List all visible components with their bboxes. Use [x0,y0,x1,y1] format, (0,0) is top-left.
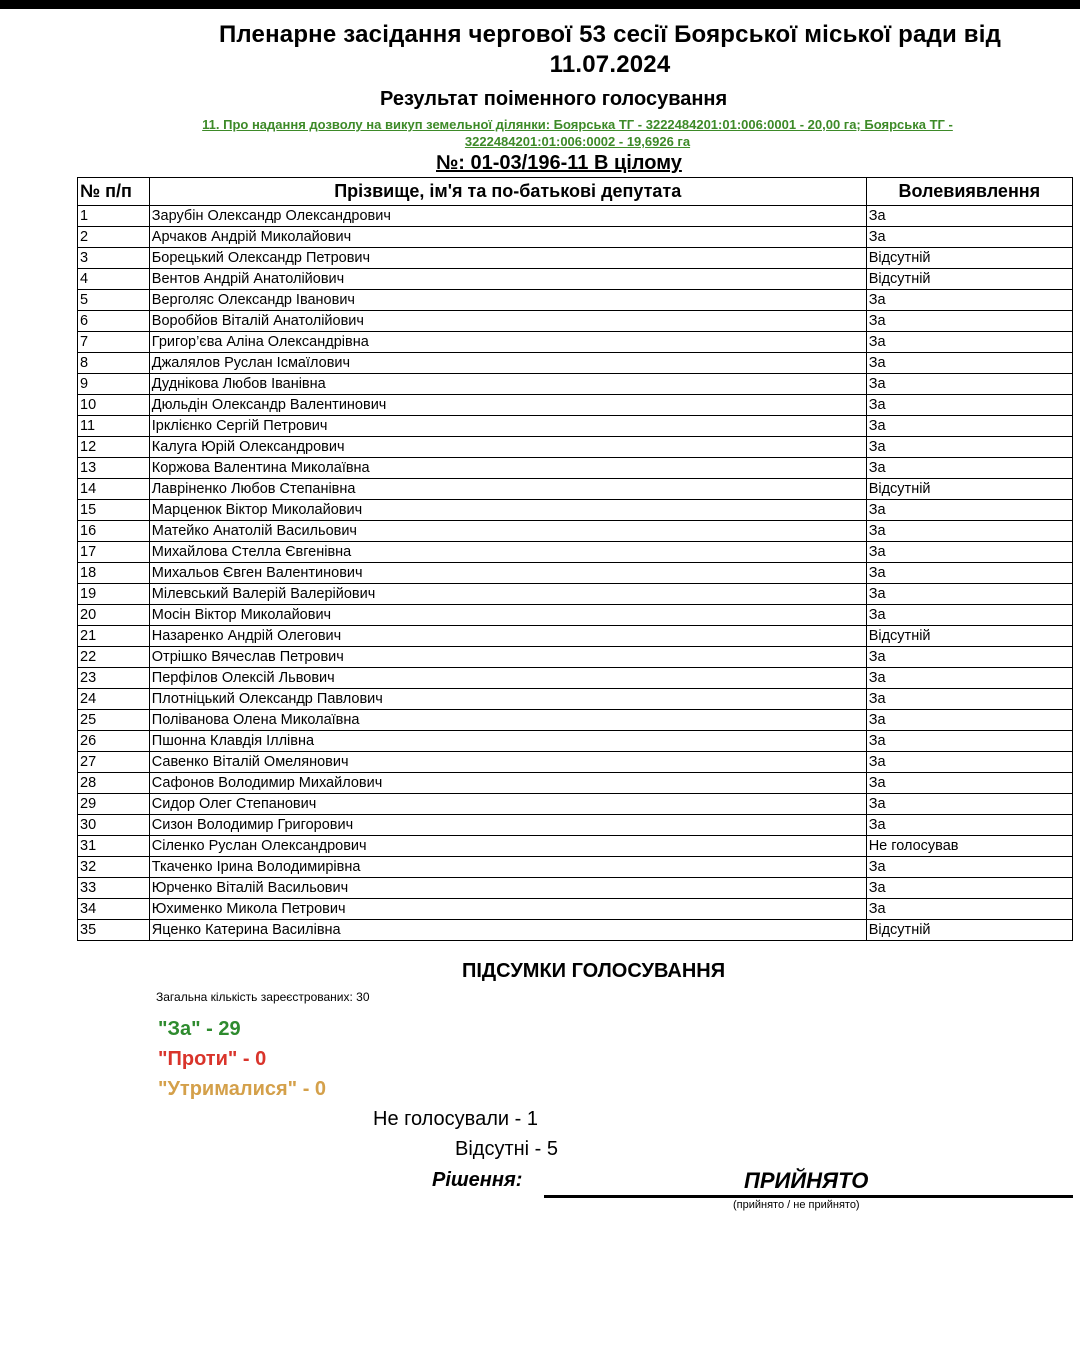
agenda-item-line-2: 3222484201:01:006:0002 - 19,6926 га [464,134,691,149]
deputy-name: Дюльдін Олександр Валентинович [149,395,866,416]
deputy-name: Джалялов Руслан Ісмаїлович [149,353,866,374]
row-number: 5 [78,290,150,311]
vote-value: За [866,206,1072,227]
column-header-name: Прізвище, ім'я та по-батькові депутата [149,178,866,206]
deputy-name: Григор’єва Аліна Олександрівна [149,332,866,353]
deputy-name: Зарубін Олександр Олександрович [149,206,866,227]
table-row [78,857,1073,878]
vote-value: Відсутній [866,626,1072,647]
agenda-item-link[interactable] [100,116,1055,150]
session-title: Пленарне засідання чергової 53 сесії Боярської міської ради від [218,21,1002,48]
deputy-name: Михайлова Стелла Євгенівна [149,542,866,563]
table-row [78,206,1073,227]
row-number: 8 [78,353,150,374]
vote-value: Відсутній [866,920,1072,941]
decision-underline [544,1195,1073,1198]
tally-against: "Проти" - 0 [158,1048,267,1070]
table-row [78,731,1073,752]
agenda-item-line-1: 11. Про надання дозволу на викуп земельної ділянки: Боярська ТГ - 3222484201:01:006:0001 - 20,00 га; Боярська ТГ - [202,117,953,132]
vote-result-heading: Результат поіменного голосування [380,88,728,110]
deputy-name: Калуга Юрій Олександрович [149,437,866,458]
table-row [78,647,1073,668]
vote-value: За [866,794,1072,815]
table-row [78,395,1073,416]
deputy-name: Юхименко Микола Петрович [149,899,866,920]
vote-value: За [866,416,1072,437]
table-row [78,311,1073,332]
table-row [78,815,1073,836]
table-row [78,290,1073,311]
decision-hint: (прийнято / не прийнято) [733,1199,860,1211]
roll-call-table [77,177,1073,941]
row-number: 34 [78,899,150,920]
row-number: 18 [78,563,150,584]
row-number: 23 [78,668,150,689]
summary-title: ПІДСУМКИ ГОЛОСУВАННЯ [462,960,726,982]
row-number: 17 [78,542,150,563]
table-row [78,248,1073,269]
row-number: 7 [78,332,150,353]
deputy-name: Поліванова Олена Миколаївна [149,710,866,731]
row-number: 31 [78,836,150,857]
table-row [78,794,1073,815]
deputy-name: Воробйов Віталій Анатолійович [149,311,866,332]
deputy-name: Перфілов Олексій Львович [149,668,866,689]
vote-value: За [866,332,1072,353]
row-number: 15 [78,500,150,521]
row-number: 32 [78,857,150,878]
row-number: 3 [78,248,150,269]
row-number: 6 [78,311,150,332]
table-row [78,542,1073,563]
deputy-name: Отрішко Вячеслав Петрович [149,647,866,668]
vote-value: За [866,731,1072,752]
deputy-name: Ткаченко Ірина Володимирівна [149,857,866,878]
table-row [78,521,1073,542]
deputy-name: Пшонна Клавдія Іллівна [149,731,866,752]
table-row [78,626,1073,647]
table-row [78,269,1073,290]
vote-value: За [866,374,1072,395]
table-row [78,920,1073,941]
table-row [78,710,1073,731]
table-row [78,332,1073,353]
vote-value: За [866,353,1072,374]
row-number: 20 [78,605,150,626]
vote-value: За [866,290,1072,311]
row-number: 21 [78,626,150,647]
row-number: 11 [78,416,150,437]
table-row [78,584,1073,605]
tally-abstained: "Утрималися" - 0 [158,1078,327,1100]
row-number: 22 [78,647,150,668]
deputy-name: Верголяс Олександр Іванович [149,290,866,311]
table-row [78,458,1073,479]
row-number: 19 [78,584,150,605]
row-number: 4 [78,269,150,290]
decision-label: Рішення: [432,1169,523,1191]
row-number: 26 [78,731,150,752]
vote-value: За [866,647,1072,668]
deputy-name: Сафонов Володимир Михайлович [149,773,866,794]
vote-value: За [866,857,1072,878]
table-row [78,500,1073,521]
table-row [78,227,1073,248]
row-number: 13 [78,458,150,479]
row-number: 2 [78,227,150,248]
vote-value: За [866,311,1072,332]
deputy-name: Мосін Віктор Миколайович [149,605,866,626]
table-row [78,878,1073,899]
row-number: 27 [78,752,150,773]
table-row [78,353,1073,374]
row-number: 29 [78,794,150,815]
vote-value: За [866,815,1072,836]
top-border [0,0,1080,9]
registered-count: Загальна кількість зареєстрованих: 30 [156,990,370,1004]
deputy-name: Вентов Андрій Анатолійович [149,269,866,290]
table-row [78,836,1073,857]
table-row [78,479,1073,500]
table-row [78,899,1073,920]
decision-value: ПРИЙНЯТО [744,1168,869,1193]
deputy-name: Дуднікова Любов Іванівна [149,374,866,395]
deputy-name: Марценюк Віктор Миколайович [149,500,866,521]
deputy-name: Сіленко Руслан Олександрович [149,836,866,857]
table-row [78,773,1073,794]
tally-not-voted: Не голосували - 1 [373,1108,538,1130]
deputy-name: Сидор Олег Степанович [149,794,866,815]
table-row [78,437,1073,458]
table-row [78,689,1073,710]
deputy-name: Михальов Євген Валентинович [149,563,866,584]
column-header-number: № п/п [78,178,150,206]
table-row [78,752,1073,773]
vote-value: За [866,689,1072,710]
row-number: 33 [78,878,150,899]
row-number: 12 [78,437,150,458]
vote-value: За [866,395,1072,416]
vote-value: Відсутній [866,479,1072,500]
row-number: 28 [78,773,150,794]
row-number: 14 [78,479,150,500]
vote-value: За [866,710,1072,731]
deputy-name: Плотніцький Олександр Павлович [149,689,866,710]
table-row [78,605,1073,626]
deputy-name: Савенко Віталій Омелянович [149,752,866,773]
deputy-name: Юрченко Віталій Васильович [149,878,866,899]
vote-value: Відсутній [866,248,1072,269]
row-number: 35 [78,920,150,941]
row-number: 25 [78,710,150,731]
vote-value: За [866,500,1072,521]
table-header-row [78,178,1073,206]
session-date: 11.07.2024 [549,51,671,78]
vote-value: За [866,437,1072,458]
vote-value: За [866,542,1072,563]
deputy-name: Арчаков Андрій Миколайович [149,227,866,248]
deputy-name: Мілевський Валерій Валерійович [149,584,866,605]
tally-for: "За" - 29 [158,1018,241,1040]
vote-value: За [866,878,1072,899]
vote-value: За [866,899,1072,920]
document-number: №: 01-03/196-11 В цілому [436,152,682,174]
deputy-name: Борецький Олександр Петрович [149,248,866,269]
vote-value: За [866,752,1072,773]
table-row [78,563,1073,584]
vote-value: За [866,227,1072,248]
deputy-name: Ірклієнко Сергій Петрович [149,416,866,437]
deputy-name: Яценко Катерина Василівна [149,920,866,941]
vote-value: За [866,521,1072,542]
vote-value: За [866,773,1072,794]
table-row [78,374,1073,395]
row-number: 1 [78,206,150,227]
deputy-name: Назаренко Андрій Олегович [149,626,866,647]
vote-value: За [866,668,1072,689]
vote-value: За [866,563,1072,584]
deputy-name: Коржова Валентина Миколаївна [149,458,866,479]
table-row [78,416,1073,437]
row-number: 30 [78,815,150,836]
vote-value: Відсутній [866,269,1072,290]
deputy-name: Лавріненко Любов Степанівна [149,479,866,500]
row-number: 9 [78,374,150,395]
deputy-name: Матейко Анатолій Васильович [149,521,866,542]
row-number: 24 [78,689,150,710]
vote-value: Не голосував [866,836,1072,857]
row-number: 10 [78,395,150,416]
vote-value: За [866,458,1072,479]
vote-value: За [866,584,1072,605]
row-number: 16 [78,521,150,542]
deputy-name: Сизон Володимир Григорович [149,815,866,836]
column-header-vote: Волевиявлення [866,178,1072,206]
tally-absent: Відсутні - 5 [455,1138,558,1160]
table-row [78,668,1073,689]
vote-value: За [866,605,1072,626]
